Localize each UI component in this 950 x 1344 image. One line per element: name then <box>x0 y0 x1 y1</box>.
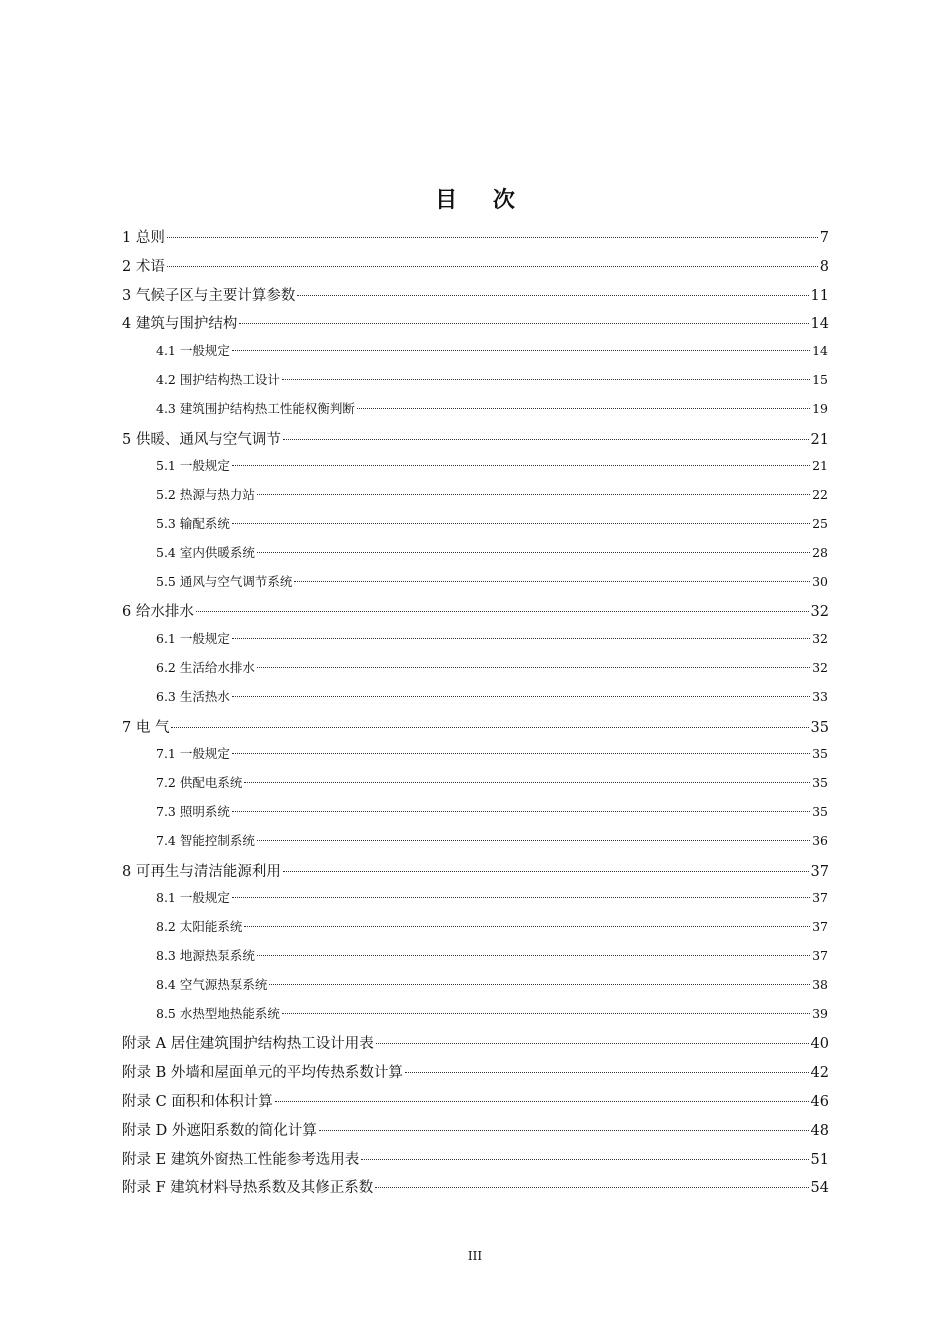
toc-entry-page: 25 <box>812 516 828 531</box>
toc-entry-label: 8.3 地源热泵系统 <box>156 948 255 963</box>
toc-entry-label: 4.1 一般规定 <box>156 343 230 359</box>
toc-entry-page: 32 <box>810 604 829 621</box>
toc-entry-page: 37 <box>812 919 828 935</box>
toc-entry-page: 35 <box>810 719 829 736</box>
toc-section-entry[interactable] <box>156 399 828 417</box>
toc-entry-page: 46 <box>810 1094 829 1110</box>
toc-dot-leader <box>319 1130 809 1131</box>
toc-entry-page: 21 <box>812 458 828 474</box>
toc-entry-label: 6.2 生活给水排水 <box>156 660 255 675</box>
toc-entry-label: 8.4 空气源热泵系统 <box>156 976 268 992</box>
toc-entry-label: 8.1 一般规定 <box>156 890 230 906</box>
toc-entry-page: 8 <box>819 258 829 275</box>
toc-chapter-entry[interactable] <box>122 860 829 881</box>
toc-dot-leader <box>357 408 810 409</box>
toc-section-entry[interactable] <box>156 658 828 676</box>
toc-entry-page: 42 <box>810 1065 829 1082</box>
toc-section-entry[interactable] <box>156 456 828 474</box>
toc-entry-label: 6.3 生活热水 <box>156 688 230 704</box>
toc-entry-label: 8 可再生与清洁能源利用 <box>122 863 281 880</box>
toc-entry-label: 附录 B 外墙和屋面单元的平均传热系数计算 <box>122 1065 403 1082</box>
toc-entry-page: 37 <box>810 863 829 880</box>
toc-entry-label: 5.4 室内供暖系统 <box>156 544 255 560</box>
toc-entry-label: 附录 E 建筑外窗热工性能参考选用表 <box>122 1151 360 1168</box>
toc-entry-page: 39 <box>812 1005 828 1021</box>
toc-chapter-entry[interactable] <box>122 428 829 449</box>
toc-section-entry[interactable] <box>156 543 828 561</box>
toc-entry-label: 4.3 建筑围护结构热工性能权衡判断 <box>156 400 355 416</box>
toc-entry-page: 22 <box>812 487 828 503</box>
toc-entry-label: 5.3 输配系统 <box>156 516 230 531</box>
toc-dot-leader <box>167 237 818 238</box>
toc-section-entry[interactable] <box>156 370 828 388</box>
toc-dot-leader <box>297 295 808 296</box>
toc-dot-leader <box>232 350 810 351</box>
toc-entry-page: 38 <box>812 976 828 992</box>
toc-entry-label: 附录 F 建筑材料导热系数及其修正系数 <box>122 1180 374 1197</box>
toc-entry-label: 2 术语 <box>122 258 165 275</box>
toc-entry-label: 附录 D 外遮阳系数的简化计算 <box>122 1122 317 1139</box>
toc-dot-leader <box>244 926 810 927</box>
toc-entry-label: 6 给水排水 <box>122 604 194 621</box>
toc-section-entry[interactable] <box>156 514 828 532</box>
toc-entry-page: 51 <box>810 1151 829 1168</box>
toc-entry-label: 附录 A 居住建筑围护结构热工设计用表 <box>122 1036 374 1053</box>
toc-entry-page: 28 <box>812 544 828 560</box>
toc-section-entry[interactable] <box>156 1004 828 1022</box>
toc-entry-page: 15 <box>812 372 828 387</box>
footer-page-number: III <box>467 1249 483 1263</box>
toc-entry-page: 14 <box>812 343 828 359</box>
toc-dot-leader <box>232 523 810 524</box>
toc-section-entry[interactable] <box>156 831 828 849</box>
toc-entry-label: 6.1 一般规定 <box>156 631 230 647</box>
page-title: 目 次 <box>435 187 529 213</box>
toc-entry-label: 5.1 一般规定 <box>156 458 230 474</box>
toc-entry-page: 35 <box>812 804 828 819</box>
toc-entry-page: 19 <box>812 400 828 416</box>
toc-section-entry[interactable] <box>156 341 828 359</box>
toc-entry-page: 32 <box>812 631 828 647</box>
toc-chapter-entry[interactable] <box>122 1119 829 1140</box>
toc-dot-leader <box>232 465 810 466</box>
toc-entry-page: 36 <box>812 832 828 848</box>
toc-entry-label: 8.5 水热型地热能系统 <box>156 1005 280 1021</box>
toc-entry-page: 33 <box>812 688 828 704</box>
toc-entry-label: 附录 C 面积和体积计算 <box>122 1094 273 1110</box>
toc-section-entry[interactable] <box>156 802 828 820</box>
toc-section-entry[interactable] <box>156 946 828 964</box>
toc-dot-leader <box>275 1101 809 1102</box>
toc-dot-leader <box>232 696 810 697</box>
toc-dot-leader <box>376 1043 809 1044</box>
toc-section-entry[interactable] <box>156 917 828 935</box>
toc-dot-leader <box>257 667 810 668</box>
toc-dot-leader <box>294 581 810 582</box>
toc-dot-leader <box>257 494 810 495</box>
toc-chapter-entry[interactable] <box>122 255 829 276</box>
toc-entry-label: 7.4 智能控制系统 <box>156 832 255 848</box>
toc-dot-leader <box>405 1072 809 1073</box>
toc-entry-label: 7 电 气 <box>122 719 170 736</box>
toc-chapter-entry[interactable] <box>122 284 829 305</box>
toc-entry-page: 30 <box>812 573 828 589</box>
toc-section-entry[interactable] <box>156 888 828 906</box>
toc-chapter-entry[interactable] <box>122 716 829 737</box>
toc-entry-page: 37 <box>812 890 828 906</box>
toc-dot-leader <box>232 897 810 898</box>
toc-section-entry[interactable] <box>156 572 828 590</box>
toc-entry-label: 5.2 热源与热力站 <box>156 487 255 503</box>
toc-dot-leader <box>283 871 809 872</box>
toc-dot-leader <box>239 323 808 324</box>
toc-chapter-entry[interactable] <box>122 1176 829 1197</box>
toc-section-entry[interactable] <box>156 773 828 791</box>
toc-dot-leader <box>361 1159 808 1160</box>
toc-entry-page: 35 <box>812 746 828 762</box>
toc-entry-page: 32 <box>812 660 828 675</box>
toc-entry-label: 7.2 供配电系统 <box>156 775 243 791</box>
toc-dot-leader <box>232 638 810 639</box>
toc-entry-page: 37 <box>812 948 828 963</box>
toc-dot-leader <box>282 379 810 380</box>
toc-dot-leader <box>282 1013 810 1014</box>
toc-chapter-entry[interactable] <box>122 1061 829 1082</box>
toc-entry-label: 4 建筑与围护结构 <box>122 316 238 333</box>
toc-dot-leader <box>171 727 808 728</box>
toc-dot-leader <box>257 955 810 956</box>
toc-section-entry[interactable] <box>156 975 828 993</box>
toc-entry-label: 8.2 太阳能系统 <box>156 919 243 935</box>
toc-entry-page: 14 <box>810 316 829 333</box>
toc-entry-label: 5 供暖、通风与空气调节 <box>122 431 281 448</box>
toc-section-entry[interactable] <box>156 485 828 503</box>
toc-entry-label: 1 总则 <box>122 230 165 246</box>
toc-dot-leader <box>257 552 810 553</box>
toc-chapter-entry[interactable] <box>122 226 829 247</box>
toc-dot-leader <box>257 840 810 841</box>
toc-dot-leader <box>269 984 810 985</box>
toc-entry-label: 7.3 照明系统 <box>156 804 230 819</box>
toc-section-entry[interactable] <box>156 629 828 647</box>
toc-dot-leader <box>283 439 809 440</box>
toc-section-entry[interactable] <box>156 687 828 705</box>
toc-dot-leader <box>375 1187 808 1188</box>
toc-dot-leader <box>196 611 809 612</box>
toc-entry-label: 7.1 一般规定 <box>156 746 230 762</box>
toc-entry-page: 40 <box>810 1036 829 1053</box>
toc-entry-label: 3 气候子区与主要计算参数 <box>122 287 296 304</box>
toc-entry-page: 48 <box>810 1122 829 1139</box>
toc-chapter-entry[interactable] <box>122 600 829 621</box>
toc-entry-page: 11 <box>810 287 829 304</box>
toc-entry-page: 35 <box>812 775 828 791</box>
toc-dot-leader <box>244 782 810 783</box>
toc-chapter-entry[interactable] <box>122 1032 829 1053</box>
toc-chapter-entry[interactable] <box>122 312 829 333</box>
toc-section-entry[interactable] <box>156 744 828 762</box>
toc-dot-leader <box>167 266 818 267</box>
toc-dot-leader <box>232 753 810 754</box>
toc-entry-label: 4.2 围护结构热工设计 <box>156 372 280 387</box>
toc-entry-page: 7 <box>819 230 829 246</box>
toc-dot-leader <box>232 811 810 812</box>
toc-entry-label: 5.5 通风与空气调节系统 <box>156 573 293 589</box>
toc-chapter-entry[interactable] <box>122 1148 829 1169</box>
toc-entry-page: 54 <box>810 1180 829 1197</box>
toc-entry-page: 21 <box>810 431 829 448</box>
toc-chapter-entry[interactable] <box>122 1090 829 1111</box>
